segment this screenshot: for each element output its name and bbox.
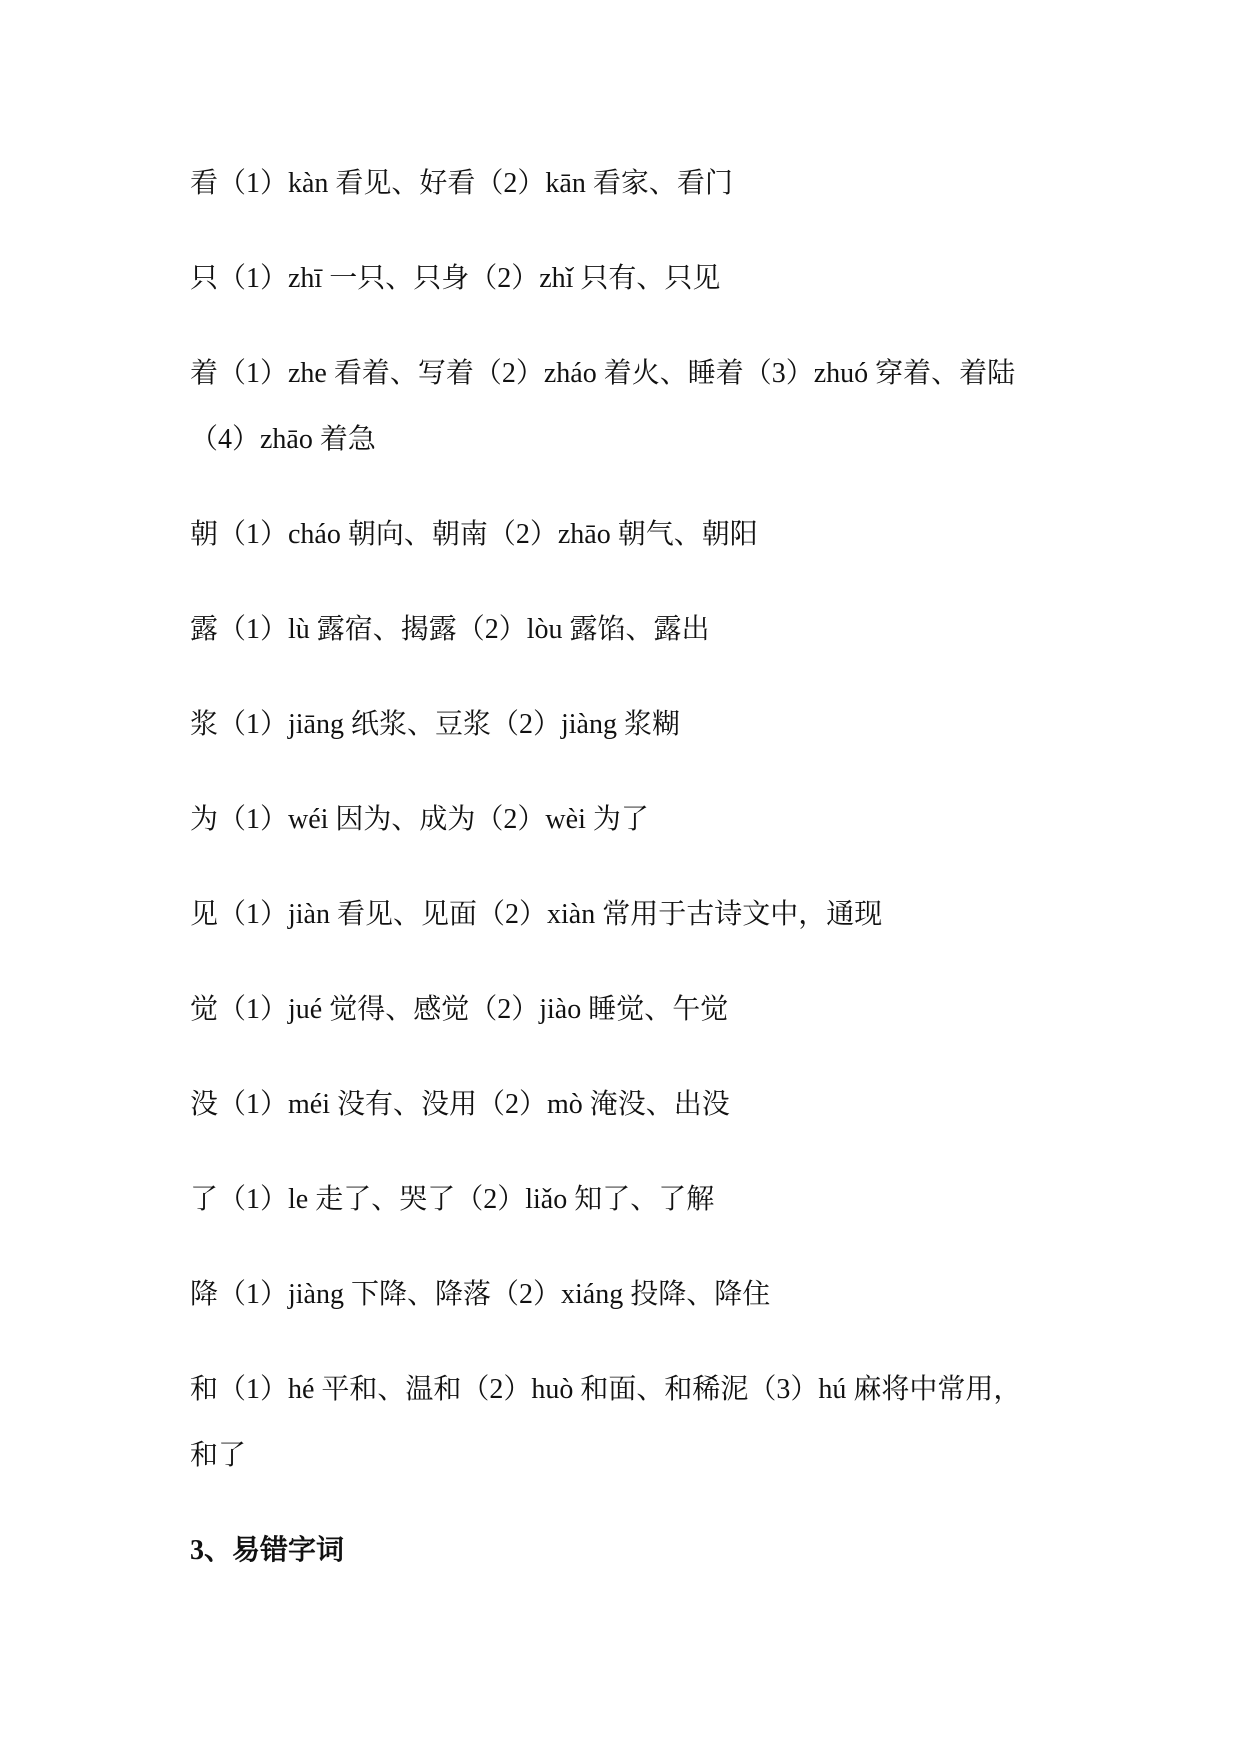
entry-text: 看（1）kàn 看见、好看（2）kān 看家、看门 [190, 168, 733, 199]
polyphone-entry-mei [190, 1072, 1060, 1138]
entry-text: 没（1）méi 没有、没用（2）mò 淹没、出没 [190, 1089, 730, 1120]
polyphone-entry-wei [190, 787, 1060, 853]
entry-text: 浆（1）jiāng 纸浆、豆浆（2）jiàng 浆糊 [190, 709, 680, 740]
polyphone-entry-zhi [190, 246, 1060, 312]
entry-text: 只（1）zhī 一只、只身（2）zhǐ 只有、只见 [190, 263, 721, 294]
entry-text-continued: 和了 [190, 1440, 247, 1471]
section-heading: 3、易错字词 [190, 1535, 345, 1566]
polyphone-entry-jiang-descend [190, 1262, 1060, 1328]
document-body [190, 151, 1060, 1584]
polyphone-entry-he [190, 1357, 1060, 1489]
polyphone-entry-le [190, 1167, 1060, 1233]
polyphone-entry-zhe [190, 341, 1060, 473]
entry-text: 了（1）le 走了、哭了（2）liǎo 知了、了解 [190, 1184, 715, 1215]
polyphone-entry-kan [190, 151, 1060, 217]
entry-text: 和（1）hé 平和、温和（2）huò 和面、和稀泥（3）hú 麻将中常用， [190, 1374, 1022, 1405]
entry-text: 见（1）jiàn 看见、见面（2）xiàn 常用于古诗文中，通现 [190, 899, 883, 930]
entry-text: 露（1）lù 露宿、揭露（2）lòu 露馅、露出 [190, 614, 710, 645]
entry-text: 为（1）wéi 因为、成为（2）wèi 为了 [190, 804, 649, 835]
entry-text: 觉（1）jué 觉得、感觉（2）jiào 睡觉、午觉 [190, 994, 729, 1025]
polyphone-entry-jiang-paste [190, 692, 1060, 758]
entry-text: 着（1）zhe 看着、写着（2）zháo 着火、睡着（3）zhuó 穿着、着陆 [190, 358, 1016, 389]
polyphone-entry-lu [190, 597, 1060, 663]
polyphone-entry-jian [190, 882, 1060, 948]
polyphone-entry-chao [190, 502, 1060, 568]
entry-text: 降（1）jiàng 下降、降落（2）xiáng 投降、降住 [190, 1279, 771, 1310]
entry-text: 朝（1）cháo 朝向、朝南（2）zhāo 朝气、朝阳 [190, 519, 758, 550]
entry-text-continued: （4）zhāo 着急 [190, 424, 376, 455]
polyphone-entry-jue [190, 977, 1060, 1043]
